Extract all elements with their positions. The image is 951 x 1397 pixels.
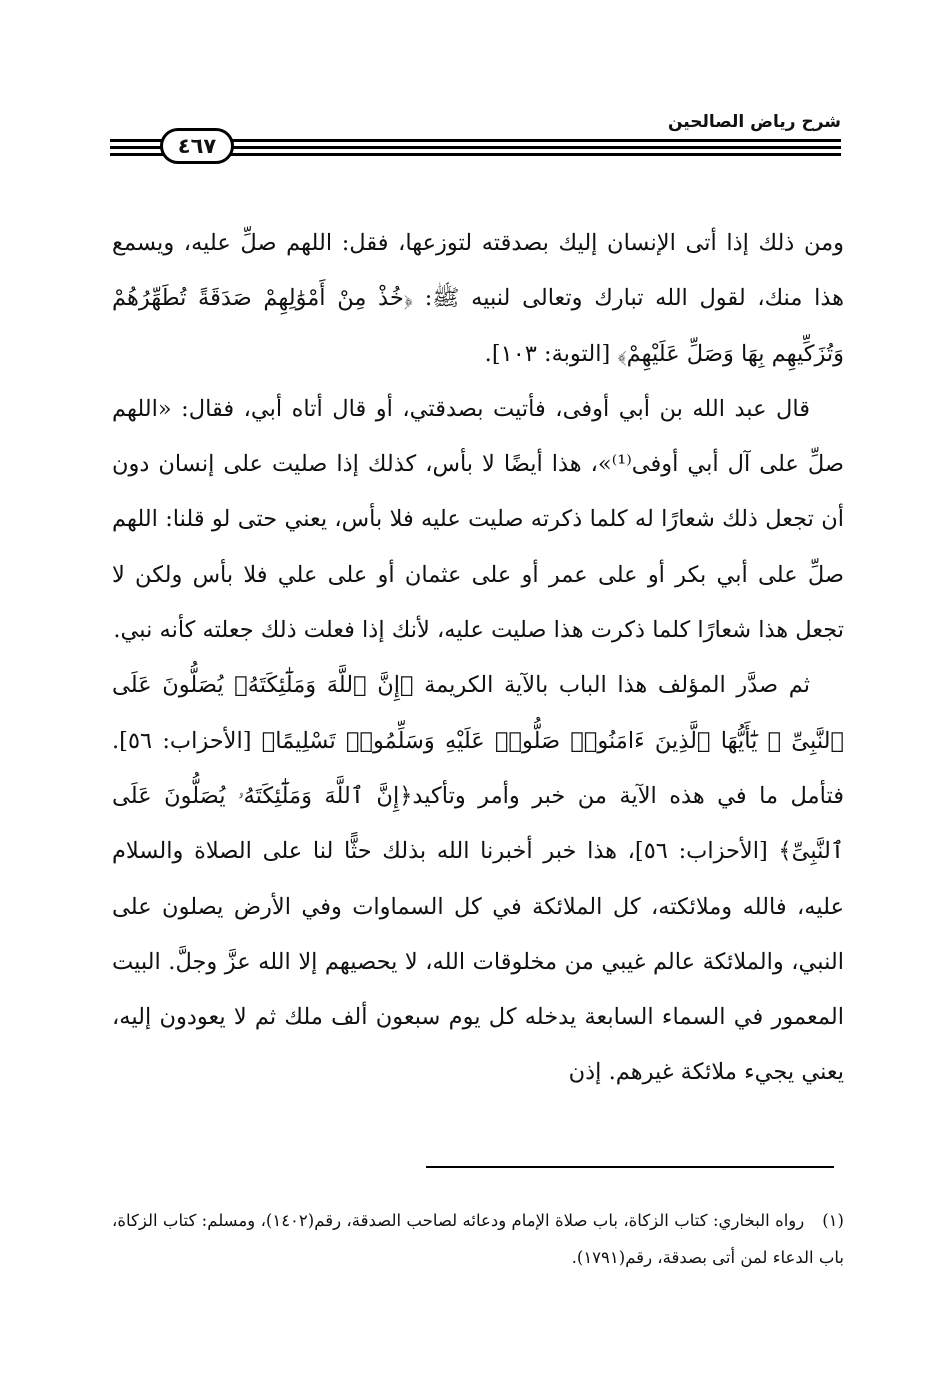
paragraph-2: قال عبد الله بن أبي أوفى، فأتيت بصدقتي، أو قال أتاه أبي، فقال: «اللهم صلِّ على آل أبي أوفى⁽¹⁾»، هذا أيضًا لا بأس، كذلك إذا صليت على إنسان دون أن تجعل ذلك شعارًا له كلما ذكرته صليت عليه فلا بأس، يعني حتى لو قلنا: اللهم صلِّ على أبي بكر أو على عمر أو على عثمان أو على علي فلا بأس ولكن لا تجعل هذا شعارًا كلما ذكرت هذا صليت عليه، لأنك إذا فعلت ذلك جعلته كأنه نبي. bbox=[112, 395, 844, 644]
main-text bbox=[112, 216, 844, 1101]
paragraph-1-text: ومن ذلك إذا أتى الإنسان إليك بصدقته لتوزعها، فقل: اللهم صلِّ عليه، ويسمع هذا منك، لقول الله تبارك وتعالى لنبيه ﷺ: ﴿ bbox=[112, 230, 844, 312]
footnote bbox=[112, 1202, 844, 1276]
paragraph-3-intro: ثم صدَّر المؤلف هذا الباب بالآية الكريمة ﴿ bbox=[399, 672, 811, 699]
quran-verse-ahzab-part: إِنَّ ٱللَّهَ وَمَلَٰٓئِكَتَهُۥ يُصَلُّونَ عَلَى ٱلنَّبِىِّ bbox=[112, 782, 844, 865]
footnote-separator bbox=[426, 1166, 834, 1168]
page-number: ٤٦٧ bbox=[160, 128, 234, 164]
quran-verse-ahzab-full: إِنَّ ٱللَّهَ وَمَلَٰٓئِكَتَهُۥ يُصَلُّونَ عَلَى ٱلنَّبِىِّ ۚ يَٰٓأَيُّهَا ٱلَّذِينَ ءَامَنُوا۟ صَلُّوا۟ عَلَيْهِ وَسَلِّمُوا۟ تَسْلِيمًا bbox=[112, 672, 844, 754]
running-header-title: شرح رياض الصالحين bbox=[667, 112, 841, 132]
paragraph-1-ref: ﴾ [التوبة: ١٠٣]. bbox=[484, 340, 627, 367]
paragraph-1 bbox=[112, 216, 844, 382]
footnote-number: (١) bbox=[822, 1211, 844, 1230]
paragraph-3 bbox=[112, 658, 844, 1100]
quran-verse-tawbah: خُذْ مِنْ أَمْوَٰلِهِمْ صَدَقَةً تُطَهِّرُهُمْ وَتُزَكِّيهِم بِهَا وَصَلِّ عَلَيْهِمْ bbox=[112, 285, 844, 367]
footnote-text: رواه البخاري: كتاب الزكاة، باب صلاة الإمام ودعائه لصاحب الصدقة، رقم(١٤٠٢)، ومسلم: كتاب الزكاة، باب الدعاء لمن أتى بصدقة، رقم(١٧٩١). bbox=[112, 1211, 844, 1267]
paragraph-3-mid: ﴾ [الأحزاب: ٥٦]. فتأمل ما في هذه الآية من خبر وأمر وتأكيد﴿ bbox=[112, 727, 844, 809]
paragraph-3-rest: ﴾ [الأحزاب: ٥٦]، هذا خبر أخبرنا الله بذلك حثًّا لنا على الصلاة والسلام عليه، فالله وملائكته، كل الملائكة في كل السماوات وفي الأرض يصلون على النبي، والملائكة عالم غيبي من مخلوقات الله، لا يحصيهم إلا الله عزَّ وجلَّ. البيت المعمور في السماء السابعة يدخله كل يوم سبعون ألف ملك ثم لا يعودون إليه، يعني يجيء ملائكة غيرهم. إذن bbox=[112, 838, 844, 1086]
